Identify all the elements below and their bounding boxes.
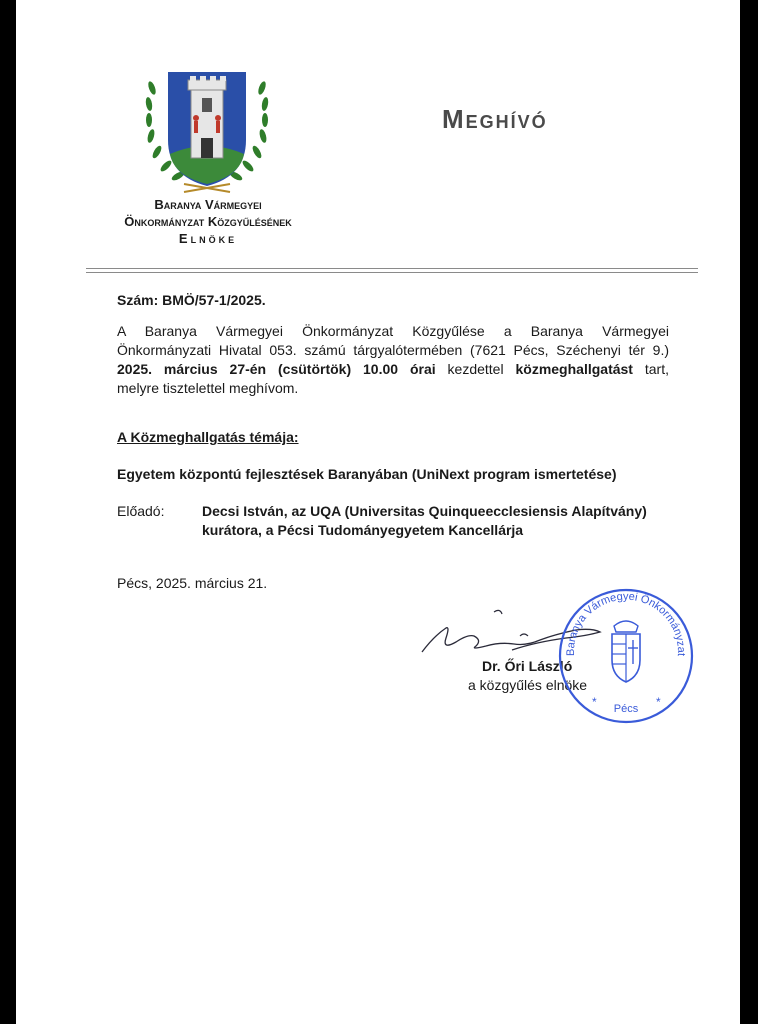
header-divider-bottom [86, 272, 698, 273]
event-type: közmeghallgatást [515, 361, 633, 377]
issuer-line-1: Baranya Vármegyei [154, 197, 262, 212]
coat-of-arms-emblem [144, 68, 270, 196]
reference-number: Szám: BMÖ/57-1/2025. [117, 292, 266, 308]
place-and-date: Pécs, 2025. március 21. [117, 575, 268, 591]
official-stamp [556, 586, 696, 726]
signer-title: a közgyűlés elnöke [468, 677, 588, 693]
stamp-arc-text: Baranya Vármegyei Önkormányzat [564, 590, 688, 657]
paragraph-line-2: Önkormányzati Hivatal 053. számú tárgyalótermében (7621 Pécs, Széchenyi tér 9.) [117, 342, 669, 358]
paragraph-connector: kezdettel [435, 361, 516, 377]
issuer-line-3: Elnöke [178, 231, 238, 246]
document-title: Meghívó [442, 104, 548, 134]
paragraph-line-4: melyre tisztelettel meghívom. [117, 380, 299, 396]
issuer-line-2: Önkormányzat Közgyűlésének [124, 214, 292, 229]
header-divider-top [86, 268, 698, 269]
presenter-line-1: Decsi István, az UQA (Universitas Quinqueecclesiensis Alapítvány) [202, 503, 647, 519]
invitation-paragraph [117, 322, 669, 398]
topic-title: Egyetem központú fejlesztések Baranyában (UniNext program ismertetése) [117, 466, 617, 482]
issuer-block [80, 196, 336, 247]
topic-heading: A Közmeghallgatás témája: [117, 429, 299, 445]
paragraph-tail: tart, [632, 361, 669, 377]
document-page [16, 0, 740, 1024]
paragraph-line-1: A Baranya Vármegyei Önkormányzat Közgyűlése a Baranya Vármegyei [117, 323, 669, 339]
svg-text:*: * [656, 695, 661, 709]
signer-name: Dr. Őri László [482, 658, 573, 674]
hungary-coat-of-arms-icon [612, 621, 640, 682]
presenter-label: Előadó: [117, 503, 165, 519]
presenter-details [202, 502, 682, 540]
paragraph-line-3 [117, 360, 669, 379]
presenter-line-2: kurátora, a Pécsi Tudományegyetem Kancellárja [202, 522, 524, 538]
event-date: 2025. március 27-én (csütörtök) 10.00 órai [117, 361, 436, 377]
stamp-bottom-text: Pécs [613, 703, 639, 715]
svg-text:*: * [592, 695, 597, 709]
